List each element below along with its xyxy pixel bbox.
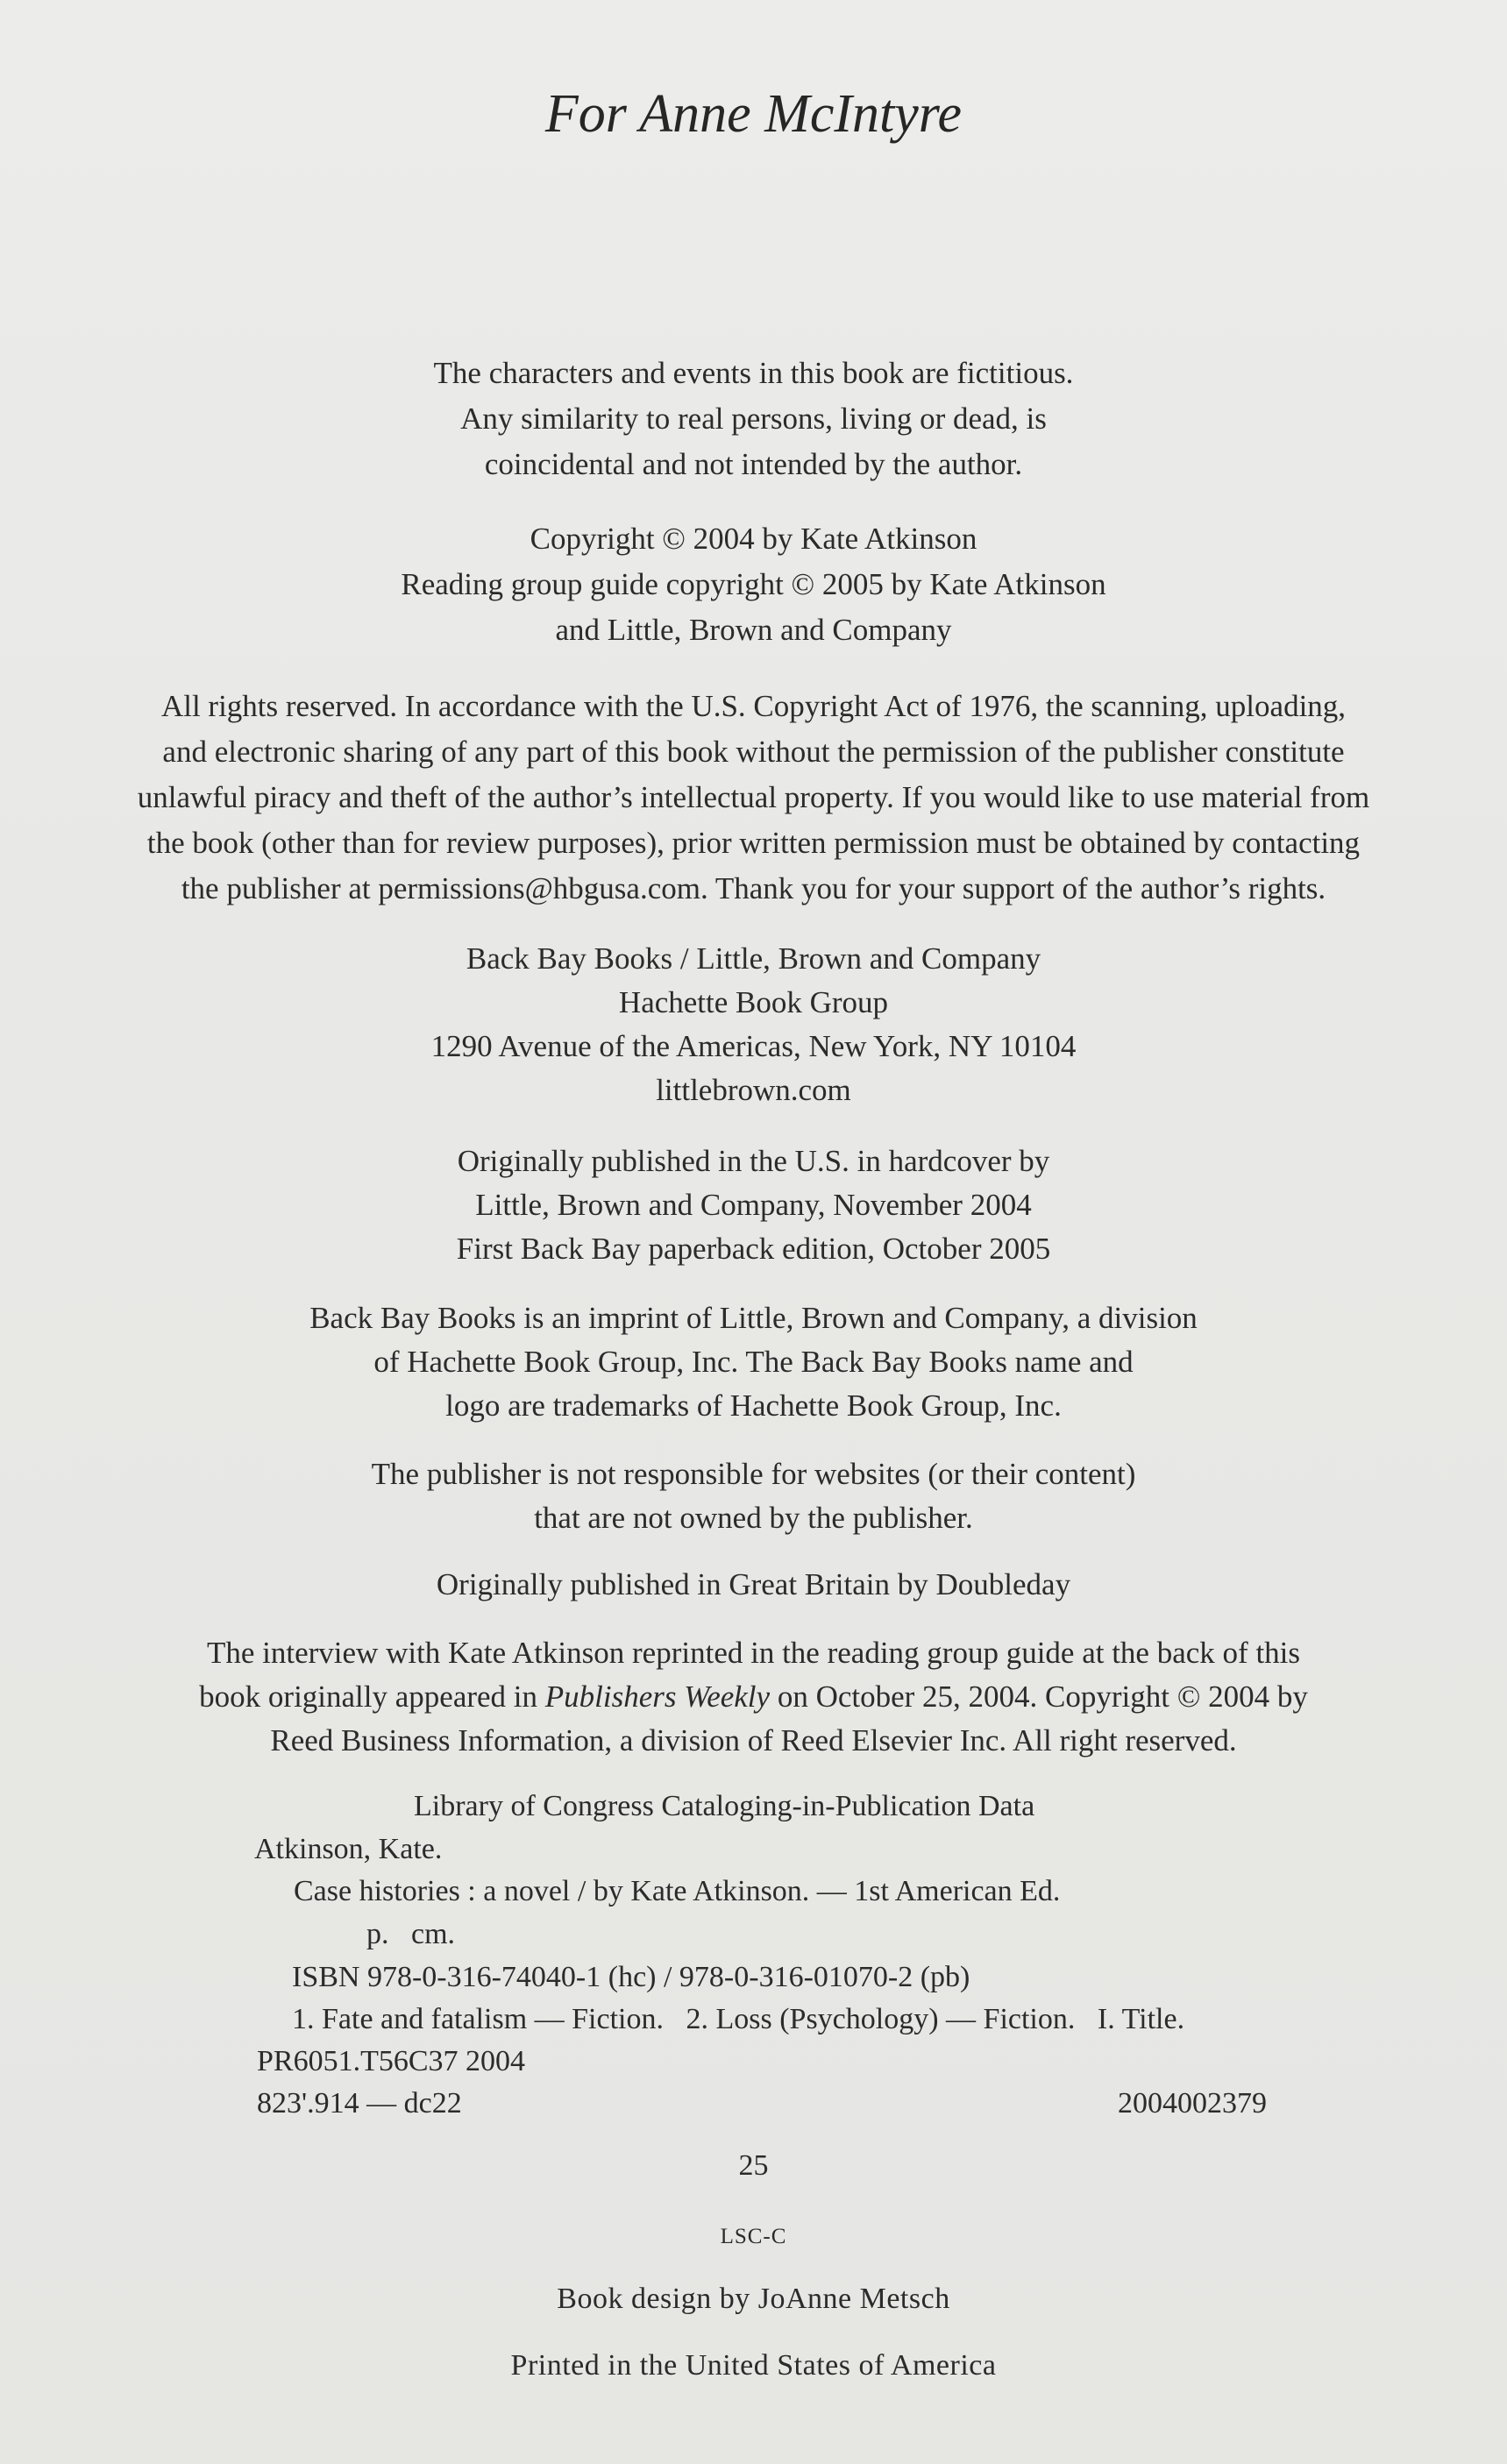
cip-author: Atkinson, Kate. — [254, 1833, 443, 1865]
cip-lc-class: PR6051.T56C37 2004 — [257, 2045, 526, 2077]
imprint-line: Back Bay Books is an imprint of Little, Brown and Company, a division — [309, 1301, 1198, 1335]
rights-line: and electronic sharing of any part of this book without the permission of the publisher constitute — [162, 735, 1345, 769]
interview-line: Reed Business Information, a division of Reed Elsevier Inc. All right reserved. — [270, 1723, 1237, 1757]
cip-heading: Library of Congress Cataloging-in-Publication Data — [414, 1790, 1035, 1822]
imprint-line: logo are trademarks of Hachette Book Group, Inc. — [445, 1388, 1062, 1423]
design-credit: Book design by JoAnne Metsch — [557, 2283, 950, 2315]
publication-history — [0, 1140, 1507, 1271]
cip-pages: p. cm. — [366, 1918, 456, 1950]
printer-code: LSC-C — [720, 2225, 787, 2248]
copyright-line: Copyright © 2004 by Kate Atkinson — [530, 522, 977, 556]
copyright-notice — [0, 516, 1507, 653]
copyright-line: Reading group guide copyright © 2005 by Kate Atkinson — [401, 567, 1106, 601]
printing-number: 25 — [738, 2149, 769, 2182]
disclaimer-line: Any similarity to real persons, living or dead, is — [460, 401, 1047, 436]
websites-line: The publisher is not responsible for websites (or their content) — [371, 1457, 1136, 1491]
cip-lccn: 2004002379 — [1118, 2087, 1267, 2120]
uk-publication-line: Originally published in Great Britain by Doubleday — [436, 1567, 1071, 1601]
rights-statement — [53, 684, 1454, 912]
history-line: Originally published in the U.S. in hardcover by — [457, 1144, 1050, 1178]
cip-dewey: 823'.914 — dc22 — [257, 2087, 462, 2120]
rights-line: the publisher at permissions@hbgusa.com. Thank you for your support of the author’s rights. — [181, 871, 1326, 905]
disclaimer-line: The characters and events in this book are fictitious. — [433, 356, 1074, 390]
websites-line: that are not owned by the publisher. — [534, 1501, 973, 1535]
publisher-address — [0, 937, 1507, 1112]
imprint-line: of Hachette Book Group, Inc. The Back Bay Books name and — [373, 1345, 1134, 1379]
imprint-notice — [0, 1296, 1507, 1428]
interview-text: on October 25, 2004. Copyright © 2004 by — [770, 1679, 1308, 1714]
disclaimer — [0, 351, 1507, 487]
address-line: 1290 Avenue of the Americas, New York, NY 10104 — [430, 1029, 1077, 1063]
websites-disclaimer — [0, 1452, 1507, 1540]
uk-publication — [0, 1562, 1507, 1608]
rights-line: unlawful piracy and theft of the author’s intellectual property. If you would like to use material from — [137, 780, 1370, 814]
dedication: For Anne McIntyre — [544, 84, 963, 144]
website-line: littlebrown.com — [656, 1073, 851, 1107]
rights-line: the book (other than for review purposes), prior written permission must be obtained by contacting — [146, 826, 1361, 860]
interview-line — [0, 1675, 1507, 1719]
interview-line: The interview with Kate Atkinson reprinted in the reading group guide at the back of this — [206, 1636, 1301, 1670]
cip-title: Case histories : a novel / by Kate Atkinson. — 1st American Ed. — [294, 1875, 1061, 1907]
magazine-title: Publishers Weekly — [544, 1679, 771, 1714]
rights-line: All rights reserved. In accordance with the U.S. Copyright Act of 1976, the scanning, uploading, — [160, 689, 1347, 723]
cip-subjects: 1. Fate and fatalism — Fiction. 2. Loss (Psychology) — Fiction. I. Title. — [292, 2003, 1185, 2035]
printed-in: Printed in the United States of America — [510, 2349, 997, 2382]
history-line: First Back Bay paperback edition, October 2005 — [456, 1232, 1051, 1266]
cip-isbn: ISBN 978-0-316-74040-1 (hc) / 978-0-316-01070-2 (pb) — [292, 1961, 970, 1993]
interview-text: book originally appeared in — [199, 1679, 545, 1714]
interview-credit — [0, 1631, 1507, 1763]
address-line: Hachette Book Group — [618, 985, 889, 1019]
address-line: Back Bay Books / Little, Brown and Company — [466, 941, 1041, 976]
disclaimer-line: coincidental and not intended by the author. — [484, 447, 1023, 481]
copyright-line: and Little, Brown and Company — [555, 613, 952, 647]
history-line: Little, Brown and Company, November 2004 — [475, 1188, 1032, 1222]
